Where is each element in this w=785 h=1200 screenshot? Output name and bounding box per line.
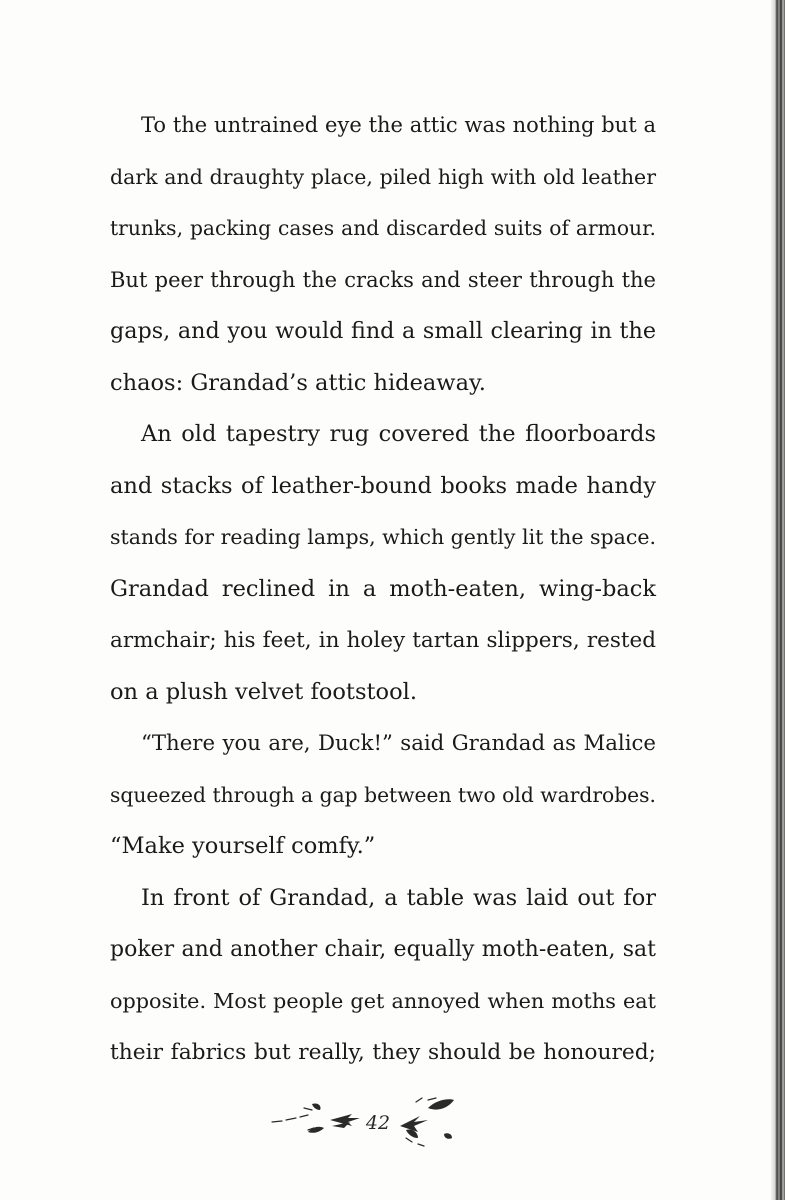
text-line: stands for reading lamps, which gently lit the space. — [110, 525, 656, 549]
text-line: gaps, and you would find a small clearing in the — [110, 318, 656, 344]
text-line: trunks, packing cases and discarded suits of armour. — [110, 216, 656, 240]
text-line: Grandad reclined in a moth-eaten, wing-back — [110, 575, 656, 602]
text-line: To the untrained eye the attic was nothing but a — [141, 113, 656, 137]
paragraph — [110, 100, 656, 409]
text-line: on a plush velvet footstool. — [110, 678, 417, 705]
text-line: “There you are, Duck!” said Grandad as Malice — [141, 731, 656, 756]
text-line: chaos: Grandad’s attic hideaway. — [110, 369, 486, 396]
text-line: their fabrics but really, they should be honoured; — [110, 1040, 656, 1065]
body-text — [110, 100, 656, 1079]
text-line: “Make yourself comfy.” — [110, 833, 376, 859]
text-line: armchair; his feet, in holey tartan slippers, rested — [110, 628, 656, 653]
text-line: squeezed through a gap between two old wardrobes. — [110, 782, 656, 807]
paragraph — [110, 873, 656, 1079]
text-line: dark and draughty place, piled high with old leather — [110, 164, 656, 189]
text-line: opposite. Most people get annoyed when moths eat — [110, 988, 656, 1013]
text-line: poker and another chair, equally moth-eaten, sat — [110, 937, 656, 962]
text-line: An old tapestry rug covered the floorboards — [141, 421, 656, 447]
paragraph — [110, 718, 656, 873]
text-line: In front of Grandad, a table was laid out for — [141, 884, 656, 911]
paragraph — [110, 409, 656, 718]
text-line: But peer through the cracks and steer through the — [110, 267, 656, 292]
text-line: and stacks of leather-bound books made handy — [110, 472, 656, 499]
page-edge — [771, 0, 785, 1200]
page-number: 42 — [365, 1112, 391, 1134]
